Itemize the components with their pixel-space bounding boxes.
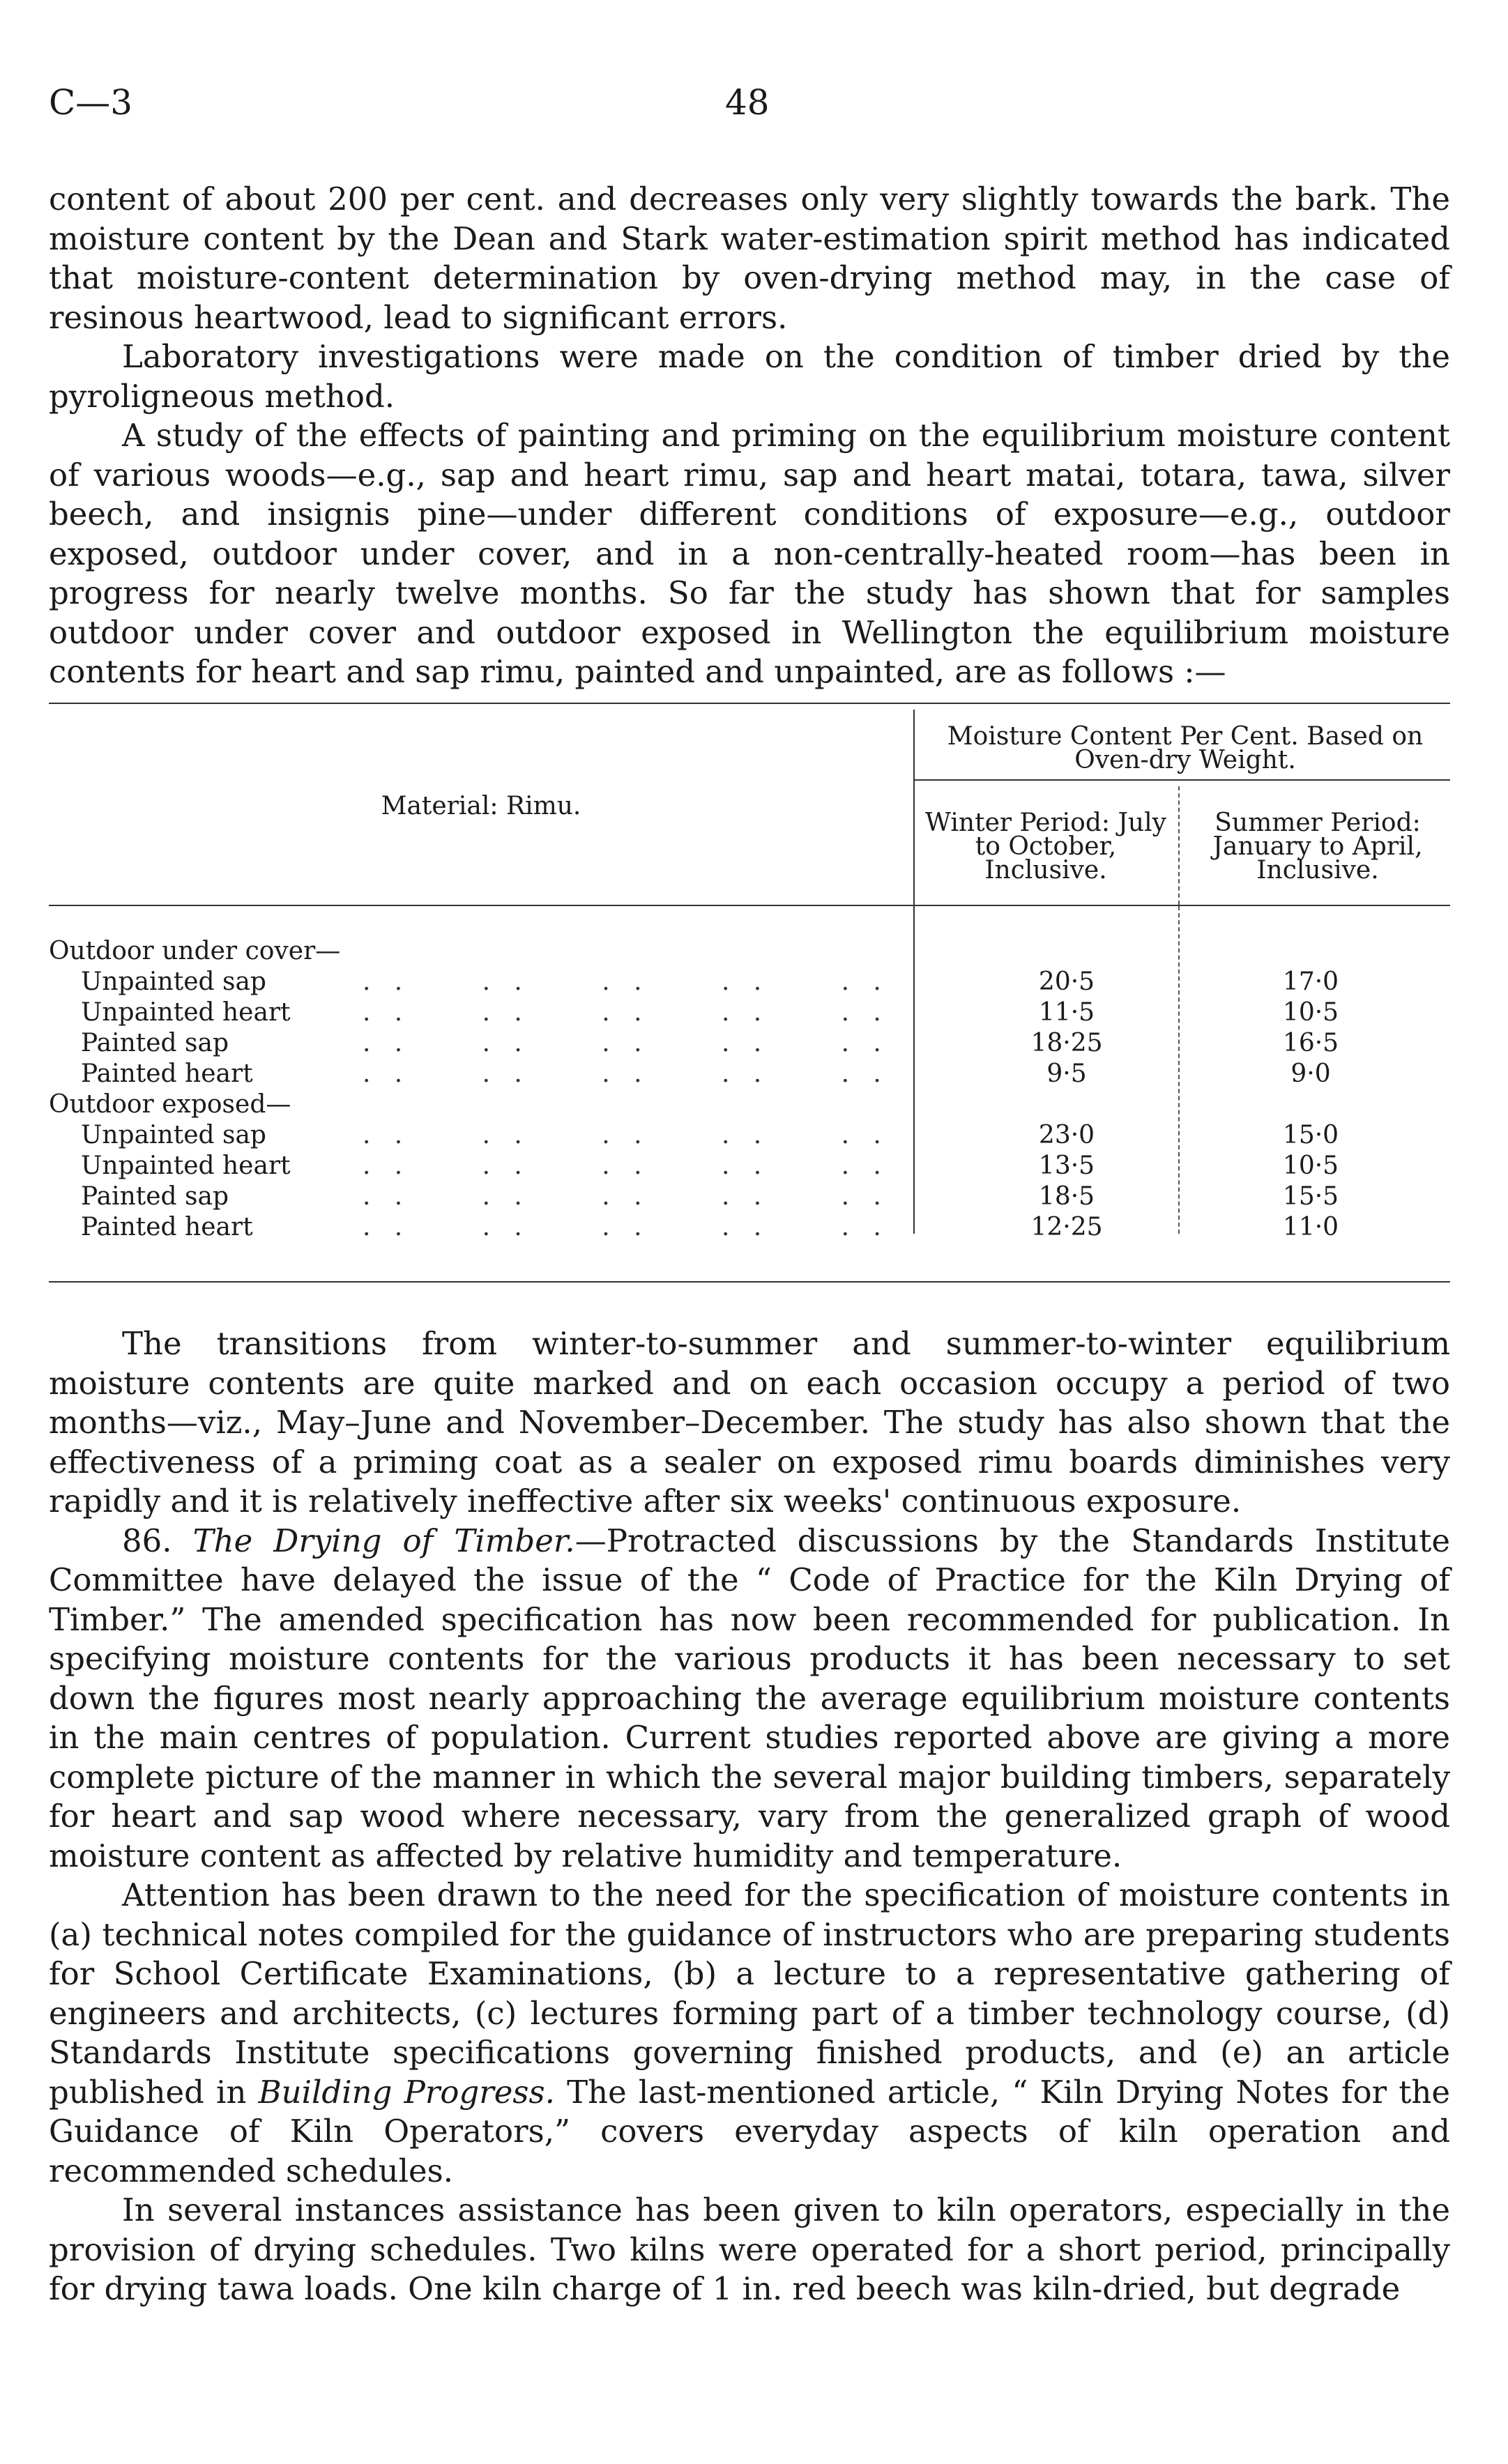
- document-reference: C—3: [49, 82, 133, 123]
- table-row: Unpainted heart . . . . . . . . . . 13·5 10·5: [81, 1151, 1339, 1180]
- paragraph: A study of the effects of painting and priming on the equilibrium moisture content of various woods—e.g., sap and heart rimu, sap and heart matai, totara, tawa, silver beech, and insignis pine—under different conditions of exposure—e.g., outdoor exposed, outdoor under cover, and in a non-centrally-heated room—has been in progress for nearly twelve months. So far the study has shown that for samples outdoor under cover and outdoor exposed in Wellington the equilibrium moisture contents for heart and sap rimu, painted and unpainted, are as follows :—: [49, 417, 1450, 690]
- table-bottom-rule: [49, 1281, 1450, 1283]
- summer-column-header: Summer Period: January to April, Inclusive.: [1212, 809, 1423, 885]
- table-divider: [913, 710, 915, 905]
- publication-title: Building Progress.: [258, 2073, 555, 2111]
- paragraph: The transitions from winter-to-summer and summer-to-winter equilibrium moisture contents are quite marked and on each occasion occupy a period of two months—viz., May–June and November–December. The study has also shown that the effectiveness of a priming coat as a sealer on exposed rimu boards diminishes very rapidly and it is relatively ineffective after six weeks' continuous exposure.: [49, 1325, 1450, 1520]
- header-bottom-rule: [49, 905, 1450, 906]
- section-title: The Drying of Timber.: [192, 1522, 575, 1559]
- table-row: Painted sap . . . . . . . . . . 18·5 15·5: [81, 1182, 1339, 1211]
- material-column-header: Material: Rimu.: [381, 792, 581, 820]
- winter-column-header: Winter Period: July to October, Inclusive.: [925, 809, 1166, 885]
- group-label: Outdoor exposed—: [49, 1090, 291, 1119]
- group-label-row: [49, 1090, 1450, 1121]
- paragraph: Attention has been drawn to the need for the specification of moisture contents in (a) technical notes compiled for the guidance of instructors who are preparing students for School Certificate Examinations, (b) a lecture to a representative gathering of engineers and architects, (c) lectures forming part of a timber technology course, (d) Standards Institute specifications governing finished products, and (e) an article published in Building Progress. The last-mentioned article, “ Kiln Drying Notes for the Guidance of Kiln Operators,” covers everyday aspects of kiln operation and recommended schedules.: [49, 1876, 1451, 2189]
- group-label-row: [49, 937, 1450, 967]
- table-top-rule: [49, 703, 1450, 704]
- paragraph: Laboratory investigations were made on the condition of timber dried by the pyroligneous method.: [49, 338, 1450, 415]
- bottom-text-block: [49, 1324, 1450, 2309]
- paragraph: In several instances assistance has been given to kiln operators, especially in the provision of drying schedules. Two kilns were operated for a short period, principally for drying tawa loads. One kiln charge of 1 in. red beech was kiln-dried, but degrade: [49, 2191, 1450, 2307]
- moisture-group-header: Moisture Content Per Cent. Based on Oven-dry Weight.: [947, 722, 1424, 774]
- table-row: Painted heart . . . . . . . . . . 9·5 9·0: [81, 1059, 1331, 1088]
- table-row: Unpainted heart . . . . . . . . . . 11·5 10·5: [81, 998, 1339, 1027]
- table-row: Painted heart . . . . . . . . . . 12·25 11·0: [81, 1213, 1339, 1241]
- group-label: Outdoor under cover—: [49, 937, 341, 965]
- section-number: 86.: [122, 1522, 172, 1559]
- moisture-content-table: [49, 703, 1450, 1316]
- group-header-rule: [913, 779, 1450, 781]
- section-86-paragraph: 86. The Drying of Timber.—Protracted discussions by the Standards Institute Committee have delayed the issue of the “ Code of Practice for the Kiln Drying of Timber.” The amended specification has now been recommended for publication. In specifying moisture contents for the various products it has been necessary to set down the figures most nearly approaching the average equilibrium moisture contents in the main centres of population. Current studies reported above are giving a more complete picture of the manner in which the several major building timbers, separately for heart and sap wood where necessary, vary from the generalized graph of wood moisture content as affected by relative humidity and temperature.: [49, 1522, 1450, 1874]
- paragraph: content of about 200 per cent. and decreases only very slightly towards the bark. The moisture content by the Dean and Stark water-estimation spirit method has indicated that moisture-content determination by oven-drying method may, in the case of resinous heartwood, lead to significant errors.: [49, 181, 1450, 336]
- top-text-block: [49, 180, 1450, 692]
- table-row: Unpainted sap . . . . . . . . . . 23·0 15·0: [81, 1121, 1339, 1149]
- page-number: 48: [725, 82, 770, 123]
- table-row: Unpainted sap . . . . . . . . . . 20·5 17·0: [81, 967, 1339, 996]
- table-divider: [1178, 786, 1180, 905]
- table-row: Painted sap . . . . . . . . . . 18·25 16·5: [81, 1029, 1339, 1057]
